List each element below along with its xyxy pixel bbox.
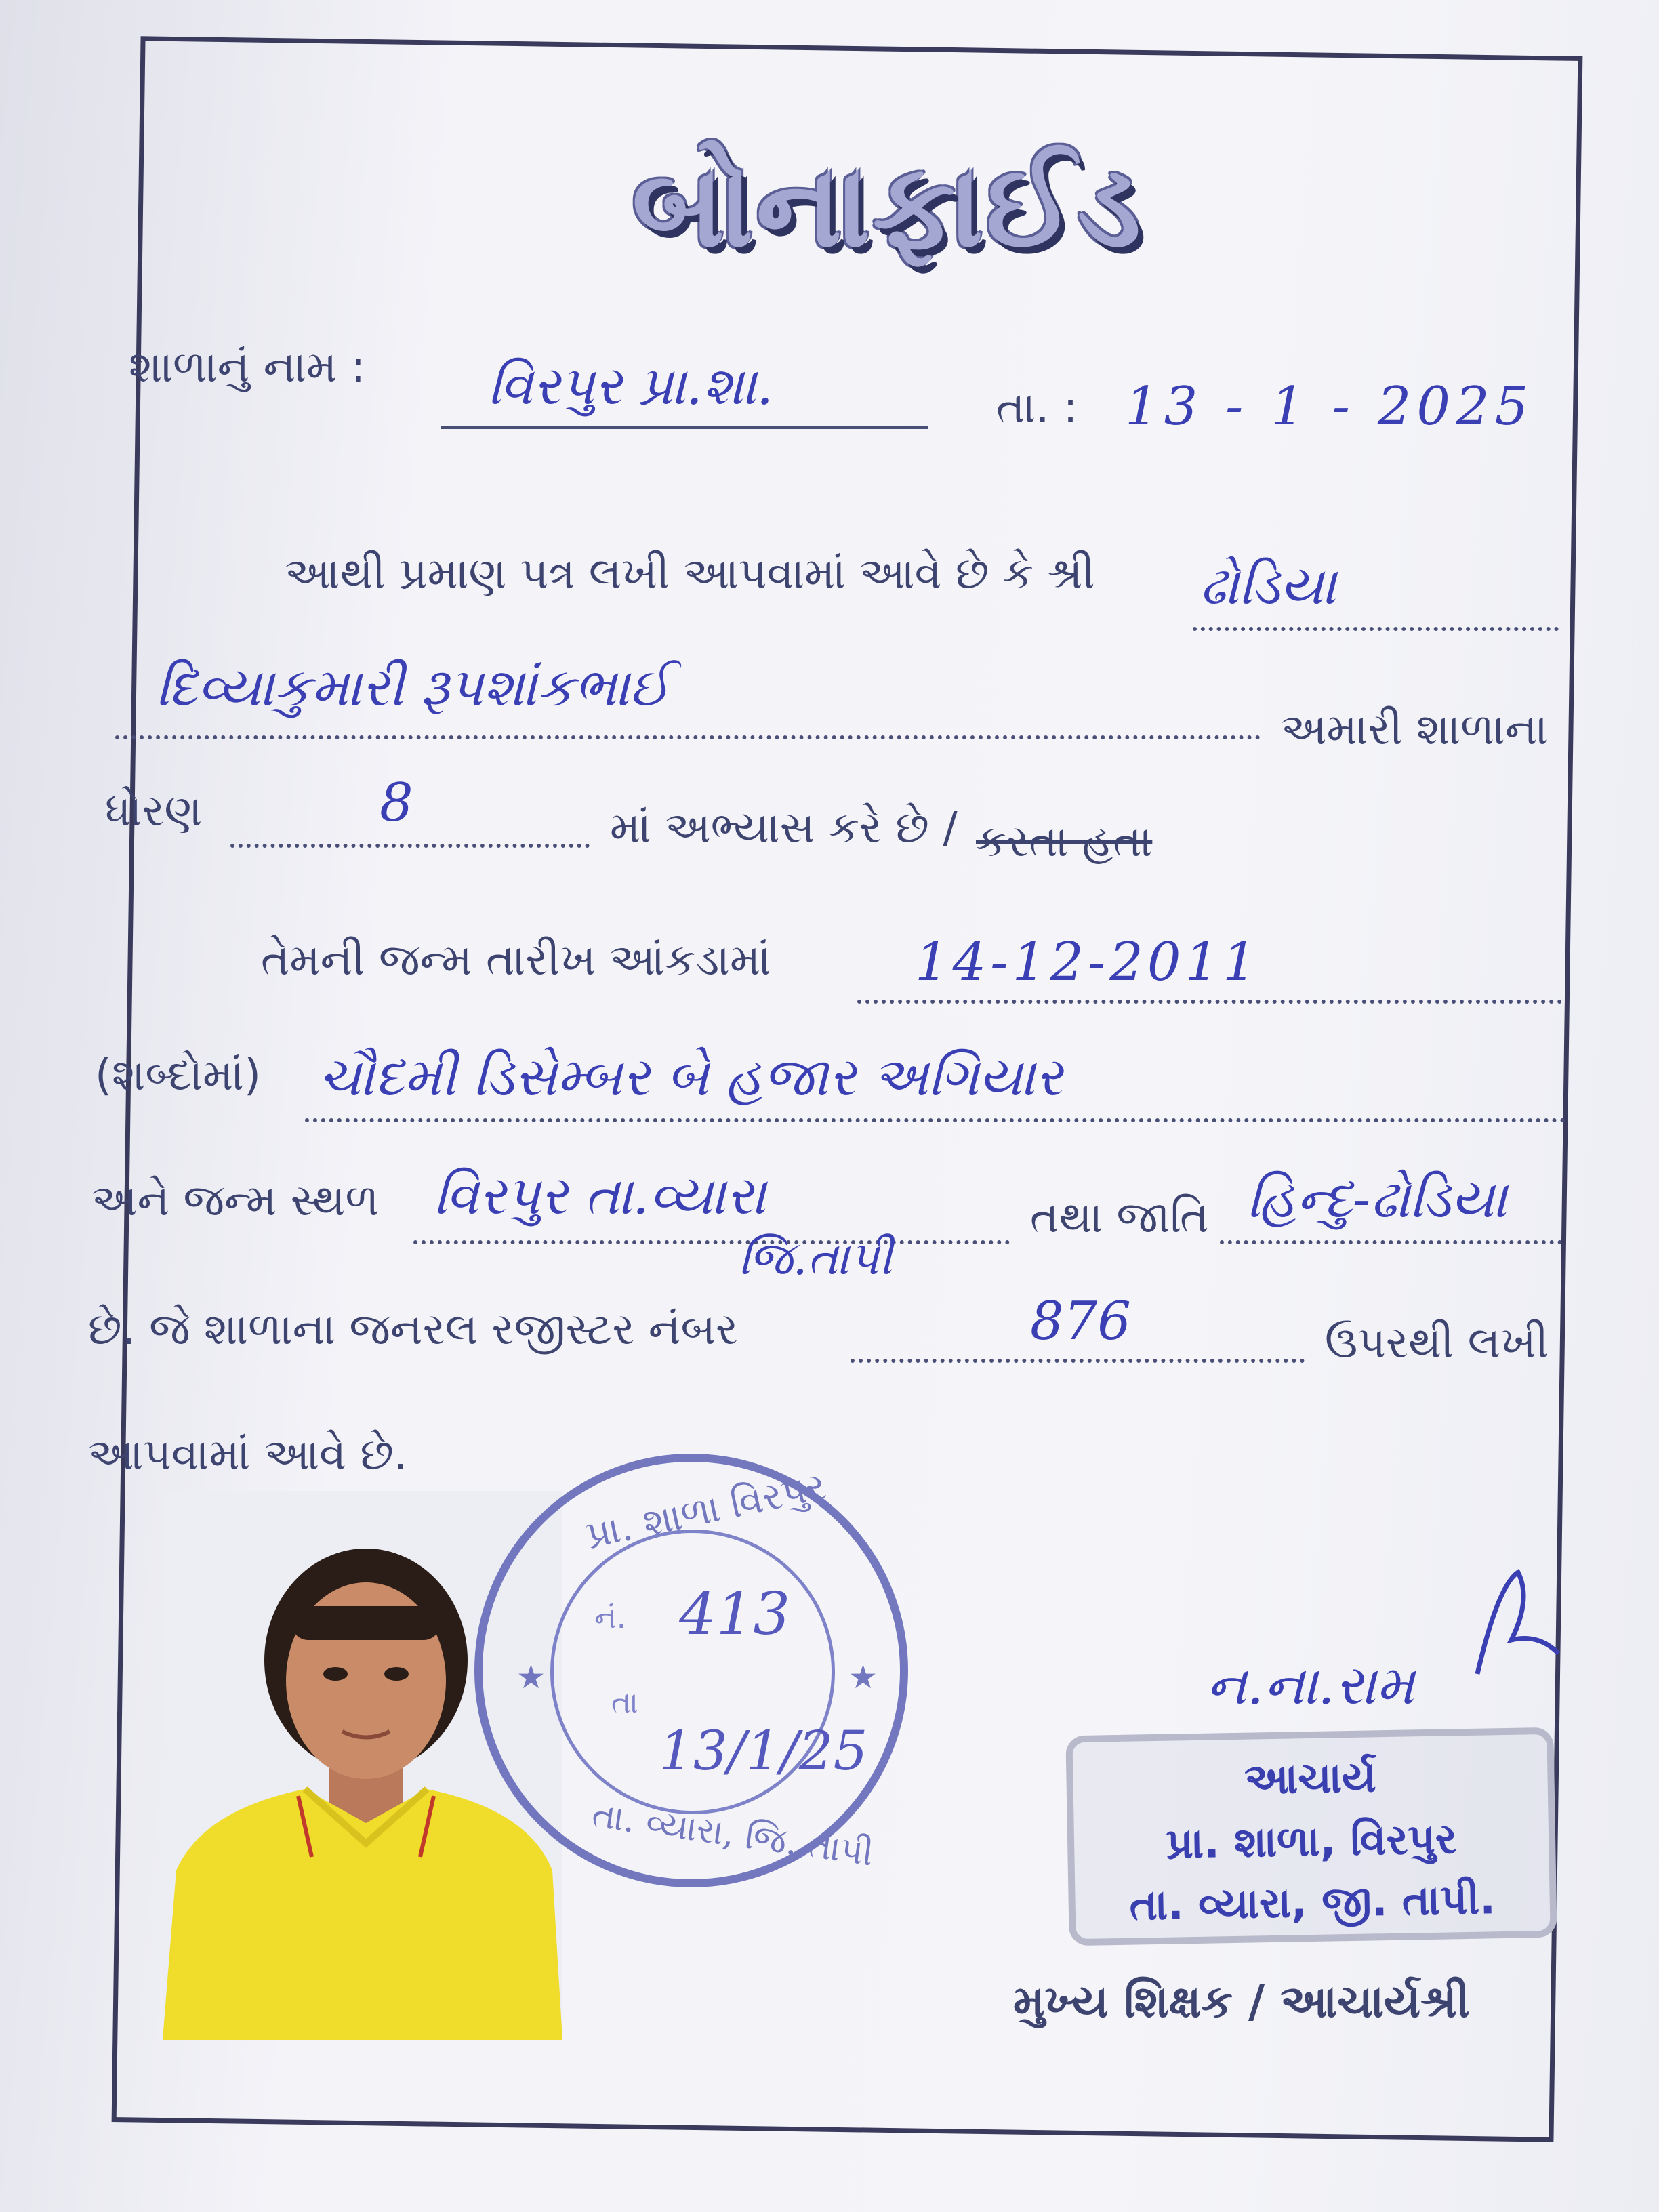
from-text: ઉપરથી લખી xyxy=(1325,1318,1549,1368)
stamp-bottom-text: તા. વ્યારા, જિ. તાપી xyxy=(589,1795,876,1875)
birthplace-dots xyxy=(413,1240,1010,1244)
school-round-stamp xyxy=(474,1454,908,1887)
caste-label: તથા જાતિ xyxy=(1030,1193,1209,1243)
surname-value: ઢોડિયા xyxy=(1200,556,1336,617)
birthplace-value-district: જિ.તાપી xyxy=(739,1232,893,1286)
stamp-no-value: 413 xyxy=(679,1580,791,1648)
seal-line-3: તા. વ્યારા, જી. તાપી. xyxy=(1129,1874,1496,1930)
birthplace-label: અને જન્મ સ્થળ xyxy=(91,1176,380,1226)
seal-line-1: આચાર્ય xyxy=(1244,1752,1377,1804)
stamp-star-right-icon: ★ xyxy=(848,1658,878,1696)
dob-words-dots xyxy=(305,1118,1565,1122)
school-name-value: વિરપુર પ્રા.શા. xyxy=(488,356,773,417)
studied-struck-text: કરતા હતા xyxy=(976,817,1153,867)
given-text: આપવામાં આવે છે. xyxy=(88,1430,408,1480)
dob-label: તેમની જન્મ તારીખ આંકડામાં xyxy=(261,935,771,985)
dob-value: 14-12-2011 xyxy=(915,932,1261,993)
date-value: 13 - 1 - 2025 xyxy=(1125,376,1534,437)
register-dots xyxy=(851,1359,1305,1363)
date-label: તા. : xyxy=(996,383,1078,433)
studies-text: માં અભ્યાસ કરે છે / xyxy=(610,803,958,853)
student-name-dots xyxy=(115,735,1261,739)
stamp-no-label: નં. xyxy=(594,1601,626,1635)
std-dots xyxy=(230,844,590,848)
footer-title: મુખ્ય શિક્ષક / આચાર્યશ્રી xyxy=(1013,1975,1470,2028)
caste-value: હિન્દુ-ઢોડિયા xyxy=(1247,1169,1507,1230)
principal-signature: ન.ના.રામ xyxy=(1206,1654,1415,1717)
principal-seal xyxy=(1065,1727,1557,1946)
school-name-underline xyxy=(441,426,928,429)
dob-dots xyxy=(857,1000,1562,1004)
student-name-value: દિવ્યાકુમારી રૂપશાંકભાઈ xyxy=(156,657,671,718)
signature-flourish-icon xyxy=(1457,1559,1565,1681)
stamp-date-label: તા xyxy=(611,1685,638,1720)
std-label: ધોરણ xyxy=(105,786,203,836)
caste-dots xyxy=(1220,1240,1562,1244)
certify-text: આથી પ્રમાણ પત્ર લખી આપવામાં આવે છે કે શ્રી xyxy=(285,549,1095,599)
seal-line-2: પ્રા. શાળા, વિરપુર xyxy=(1165,1814,1458,1868)
register-no-value: 876 xyxy=(1030,1291,1131,1352)
certificate-title: બોનાફાઈડ xyxy=(632,139,1144,273)
school-name-label: શાળાનું નામ : xyxy=(129,342,366,392)
our-school-text: અમારી શાળાના xyxy=(1281,705,1549,755)
surname-dots xyxy=(1193,627,1559,631)
register-text: છે. જે શાળાના જનરલ રજીસ્ટર નંબર xyxy=(88,1305,738,1355)
dob-words-value: ચૌદમી ડિસેમ્બર બે હજાર અગિયાર xyxy=(319,1047,1063,1108)
std-value: 8 xyxy=(380,773,413,834)
words-label: (શબ્દોમાં) xyxy=(95,1050,261,1101)
stamp-star-left-icon: ★ xyxy=(516,1658,546,1696)
birthplace-value: વિરપુર તા.વ્યારા xyxy=(434,1166,766,1227)
stamp-date-value: 13/1/25 xyxy=(659,1719,868,1782)
stamp-top-text: પ્રા. શાળા વિરપુર xyxy=(582,1464,830,1558)
